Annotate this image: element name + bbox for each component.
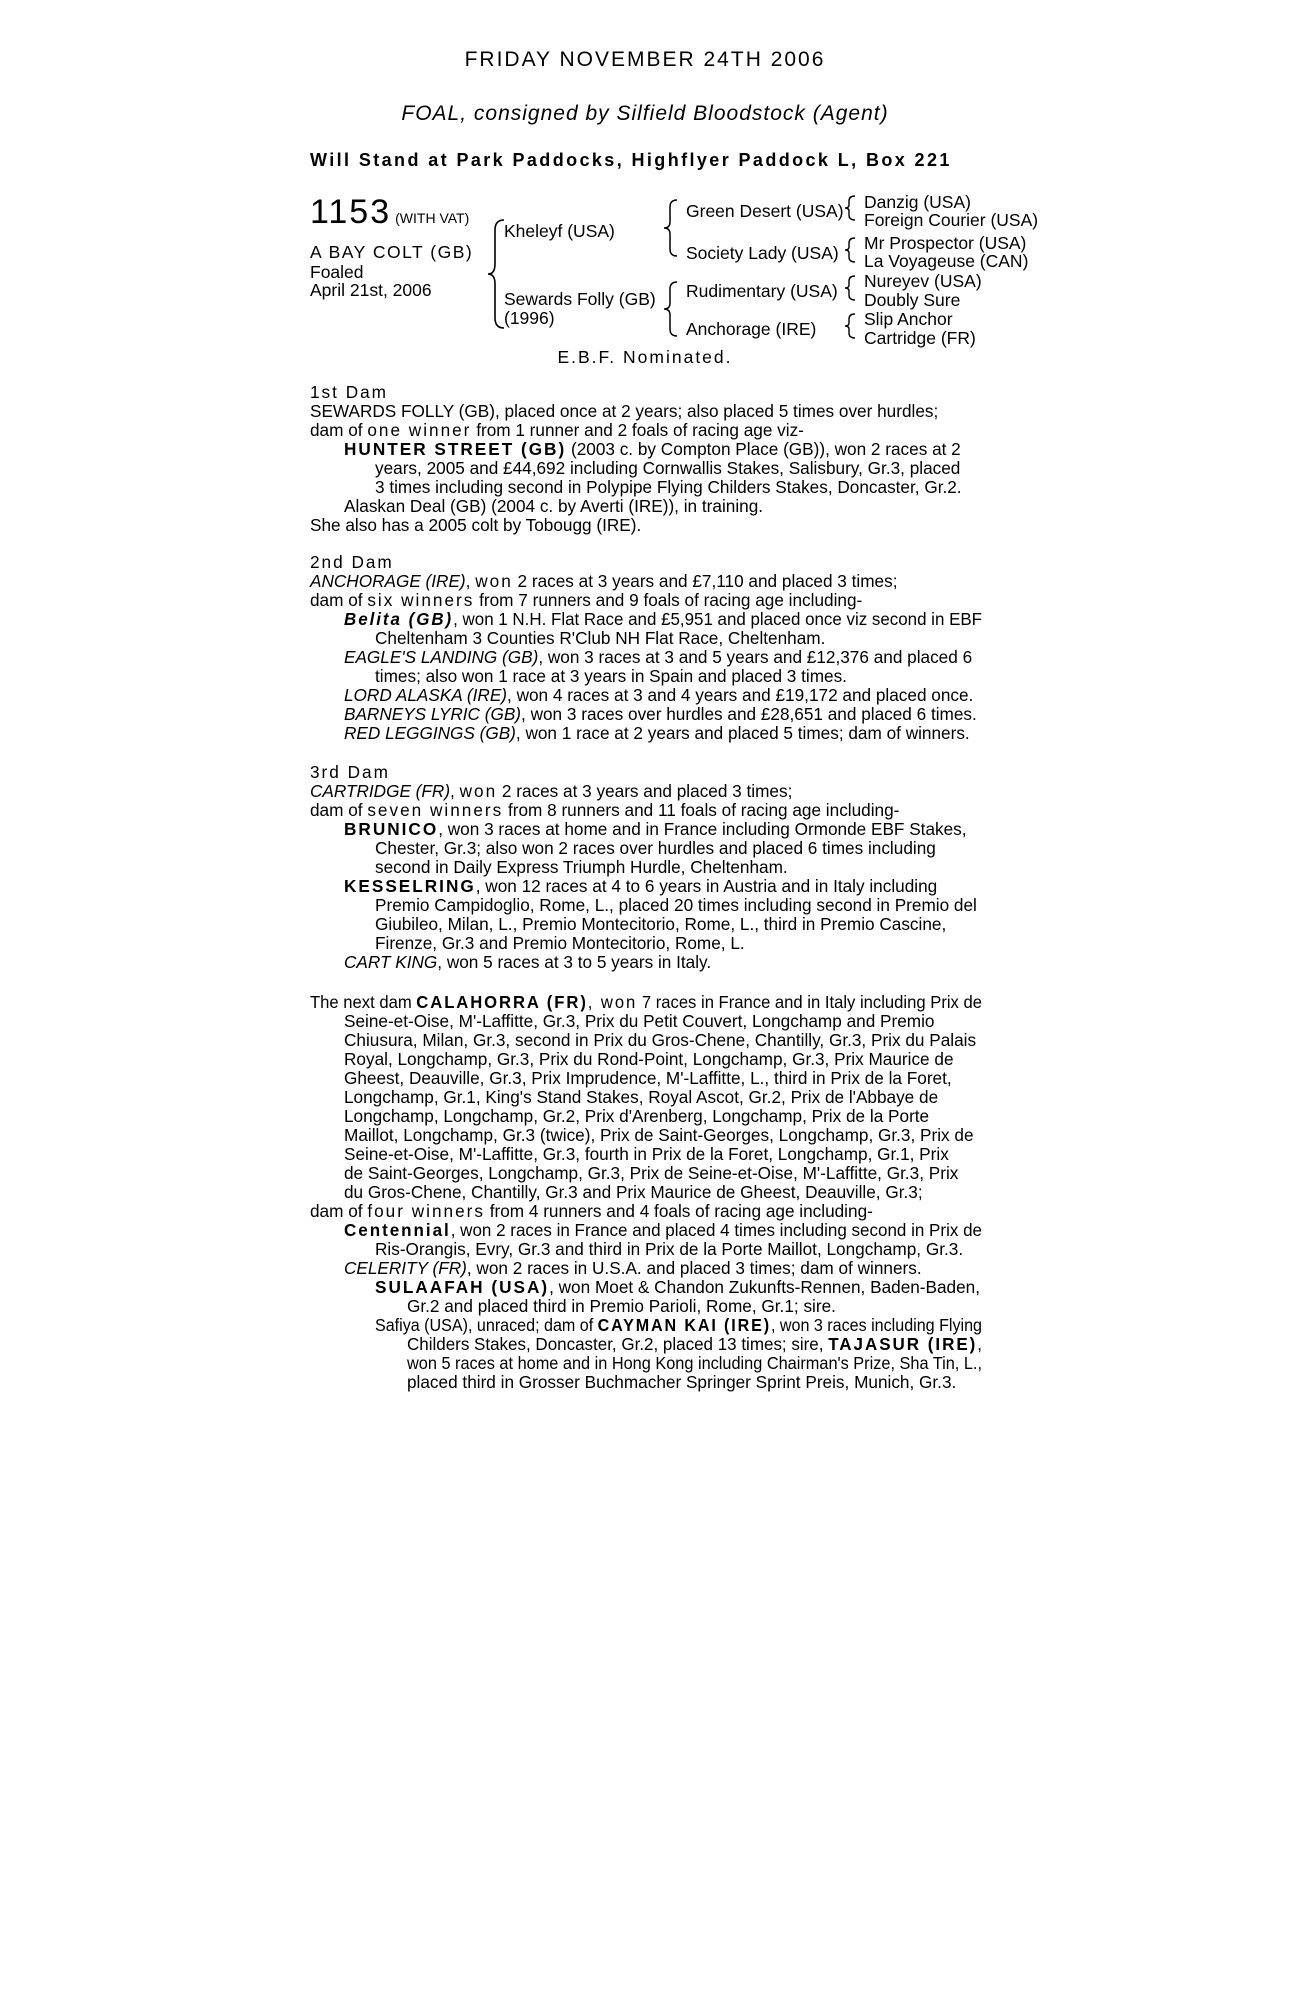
section-heading: 1st Dam <box>310 382 388 402</box>
dam-produce-line: dam of seven winners from 8 runners and 11 foals of racing age including- <box>310 800 900 820</box>
produce-entry: SULAAFAH (USA), won Moet & Chandon Zukunfts-Rennen, Baden-Baden, <box>375 1277 981 1297</box>
produce-entry: CART KING, won 5 races at 3 to 5 years in Italy. <box>344 952 712 972</box>
produce-entry: KESSELRING, won 12 races at 4 to 6 years in Austria and in Italy including <box>344 876 938 896</box>
pedigree-sss: Danzig (USA) <box>864 192 971 212</box>
pedigree-sire: Kheleyf (USA) <box>504 221 615 241</box>
dam-line: The next dam CALAHORRA (FR), won 7 races in France and in Italy including Prix de <box>310 992 982 1012</box>
produce-entry-cont: Firenze, Gr.3 and Premio Montecitorio, Rome, L. <box>375 933 745 953</box>
produce-entry: EAGLE'S LANDING (GB), won 3 races at 3 and 5 years and £12,376 and placed 6 <box>344 647 973 667</box>
pedigree-dam-sire: Rudimentary (USA) <box>686 281 838 301</box>
stand-location: Will Stand at Park Paddocks, Highflyer Paddock L, Box 221 <box>310 150 952 170</box>
pedigree-brace-ds <box>843 274 857 302</box>
pedigree-ssd: Foreign Courier (USA) <box>864 210 1039 230</box>
produce-entry: RED LEGGINGS (GB), won 1 race at 2 years and placed 5 times; dam of winners. <box>344 723 970 743</box>
consignor-line: FOAL, consigned by Silfield Bloodstock (Agent) <box>401 102 889 125</box>
dam-produce-line: dam of six winners from 7 runners and 9 foals of racing age including- <box>310 590 863 610</box>
section-heading: 2nd Dam <box>310 552 394 572</box>
produce-entry-cont: Ris-Orangis, Evry, Gr.3 and third in Prix de la Porte Maillot, Longchamp, Gr.3. <box>375 1239 964 1259</box>
dam-line: CARTRIDGE (FR), won 2 races at 3 years and placed 3 times; <box>310 781 793 801</box>
produce-entry: Centennial, won 2 races in France and placed 4 times including second in Prix de <box>344 1220 982 1240</box>
produce-note: She also has a 2005 colt by Tobougg (IRE). <box>310 515 642 535</box>
dam-line-cont: du Gros-Chene, Chantilly, Gr.3 and Prix Maurice de Gheest, Deauville, Gr.3; <box>344 1182 923 1202</box>
produce-entry: Safiya (USA), unraced; dam of CAYMAN KAI (IRE), won 3 races including Flying <box>375 1315 982 1335</box>
ebf-nomination: E.B.F. Nominated. <box>557 347 733 367</box>
dam-line-cont: Seine-et-Oise, M'-Laffitte, Gr.3, fourth in Prix de la Foret, Longchamp, Gr.1, Prix <box>344 1144 949 1164</box>
next-dam-section <box>310 993 1010 1392</box>
produce-entry-cont: Gr.2 and placed third in Premio Parioli, Rome, Gr.1; sire. <box>407 1296 836 1316</box>
lot-number-value: 1153 <box>310 193 392 231</box>
pedigree-ddd: Cartridge (FR) <box>864 328 976 348</box>
pedigree-brace-ss <box>843 194 857 222</box>
produce-entry: BRUNICO, won 3 races at home and in France including Ormonde EBF Stakes, <box>344 819 967 839</box>
pedigree-sdd: La Voyageuse (CAN) <box>864 251 1029 271</box>
produce-entry: LORD ALASKA (IRE), won 4 races at 3 and 4 years and £19,172 and placed once. <box>344 685 974 705</box>
produce-entry: BARNEYS LYRIC (GB), won 3 races over hurdles and £28,651 and placed 6 times. <box>344 704 977 724</box>
produce-entry-cont: Chester, Gr.3; also won 2 races over hurdles and placed 6 times including <box>375 838 936 858</box>
produce-entry-cont: times; also won 1 race at 3 years in Spain and placed 3 times. <box>375 666 847 686</box>
pedigree-sire-dam: Society Lady (USA) <box>686 243 839 263</box>
dam-line-cont: Chiusura, Milan, Gr.3, second in Prix du Gros-Chene, Chantilly, Gr.3, Prix du Palais <box>344 1030 977 1050</box>
pedigree-brace-sd <box>843 236 857 264</box>
second-dam-section <box>310 553 1010 743</box>
dam-line-cont: de Saint-Georges, Longchamp, Gr.3, Prix de Seine-et-Oise, M'-Laffitte, Gr.3, Prix <box>344 1163 959 1183</box>
lot-description: A BAY COLT (GB) <box>310 242 474 262</box>
pedigree-brace-sire <box>662 198 680 258</box>
produce-entry: Alaskan Deal (GB) (2004 c. by Averti (IRE)), in training. <box>344 496 764 516</box>
produce-entry-cont: years, 2005 and £44,692 including Cornwallis Stakes, Salisbury, Gr.3, placed <box>375 458 961 478</box>
pedigree-brace-dd <box>843 312 857 340</box>
third-dam-section <box>310 763 1010 972</box>
pedigree-dds: Slip Anchor <box>864 309 953 329</box>
foaled-label: Foaled <box>310 262 364 282</box>
produce-entry: Belita (GB), won 1 N.H. Flat Race and £5,951 and placed once viz second in EBF <box>344 609 982 629</box>
pedigree-dam-year: (1996) <box>504 308 555 328</box>
foal-date: April 21st, 2006 <box>310 280 432 300</box>
produce-entry-cont: placed third in Grosser Buchmacher Springer Sprint Preis, Munich, Gr.3. <box>407 1372 957 1392</box>
lot-number <box>310 193 469 232</box>
produce-entry-cont: won 5 races at home and in Hong Kong including Chairman's Prize, Sha Tin, L., <box>407 1353 982 1373</box>
dam-line-cont: Longchamp, Gr.1, King's Stand Stakes, Royal Ascot, Gr.2, Prix de l'Abbaye de <box>344 1087 939 1107</box>
dam-line: ANCHORAGE (IRE), won 2 races at 3 years and £7,110 and placed 3 times; <box>310 571 898 591</box>
produce-entry-cont: Giubileo, Milan, L., Premio Montecitorio, Rome, L., third in Premio Cascine, <box>375 914 947 934</box>
pedigree-sire-sire: Green Desert (USA) <box>686 201 844 221</box>
dam-line-cont: Maillot, Longchamp, Gr.3 (twice), Prix de Saint-Georges, Longchamp, Gr.3, Prix de <box>344 1125 974 1145</box>
dam-produce-line: dam of one winner from 1 runner and 2 foals of racing age viz- <box>310 420 804 440</box>
produce-entry: HUNTER STREET (GB) (2003 c. by Compton Place (GB)), won 2 races at 2 <box>344 439 961 459</box>
dam-line-cont: Gheest, Deauville, Gr.3, Prix Imprudence, M'-Laffitte, L., third in Prix de la Foret, <box>344 1068 952 1088</box>
first-dam-section <box>310 383 1010 535</box>
produce-entry-cont: Childers Stakes, Doncaster, Gr.2, placed 13 times; sire, TAJASUR (IRE), <box>407 1334 982 1354</box>
pedigree-dsd: Doubly Sure <box>864 290 961 310</box>
pedigree-sds: Mr Prospector (USA) <box>864 233 1027 253</box>
dam-line-cont: Royal, Longchamp, Gr.3, Prix du Rond-Point, Longchamp, Gr.3, Prix Maurice de <box>344 1049 954 1069</box>
produce-entry-cont: 3 times including second in Polypipe Flying Childers Stakes, Doncaster, Gr.2. <box>375 477 962 497</box>
sale-date: FRIDAY NOVEMBER 24TH 2006 <box>464 48 826 71</box>
dam-produce-line: dam of four winners from 4 runners and 4 foals of racing age including- <box>310 1201 873 1221</box>
pedigree-dam-dam: Anchorage (IRE) <box>686 319 817 339</box>
pedigree-dss: Nureyev (USA) <box>864 271 982 291</box>
produce-entry-cont: Premio Campidoglio, Rome, L., placed 20 times including second in Premio del <box>375 895 977 915</box>
produce-entry-cont: second in Daily Express Triumph Hurdle, Cheltenham. <box>375 857 788 877</box>
dam-line: SEWARDS FOLLY (GB), placed once at 2 years; also placed 5 times over hurdles; <box>310 401 939 421</box>
dam-line-cont: Seine-et-Oise, M'-Laffitte, Gr.3, Prix du Petit Couvert, Longchamp and Premio <box>344 1011 935 1031</box>
vat-note: (WITH VAT) <box>395 210 470 226</box>
pedigree-brace-dam <box>662 280 680 338</box>
produce-entry-cont: Cheltenham 3 Counties R'Club NH Flat Race, Cheltenham. <box>375 628 826 648</box>
pedigree-dam: Sewards Folly (GB) <box>504 289 656 309</box>
produce-entry: CELERITY (FR), won 2 races in U.S.A. and placed 3 times; dam of winners. <box>344 1258 922 1278</box>
dam-line-cont: Longchamp, Longchamp, Gr.2, Prix d'Arenberg, Longchamp, Prix de la Porte <box>344 1106 930 1126</box>
section-heading: 3rd Dam <box>310 762 390 782</box>
